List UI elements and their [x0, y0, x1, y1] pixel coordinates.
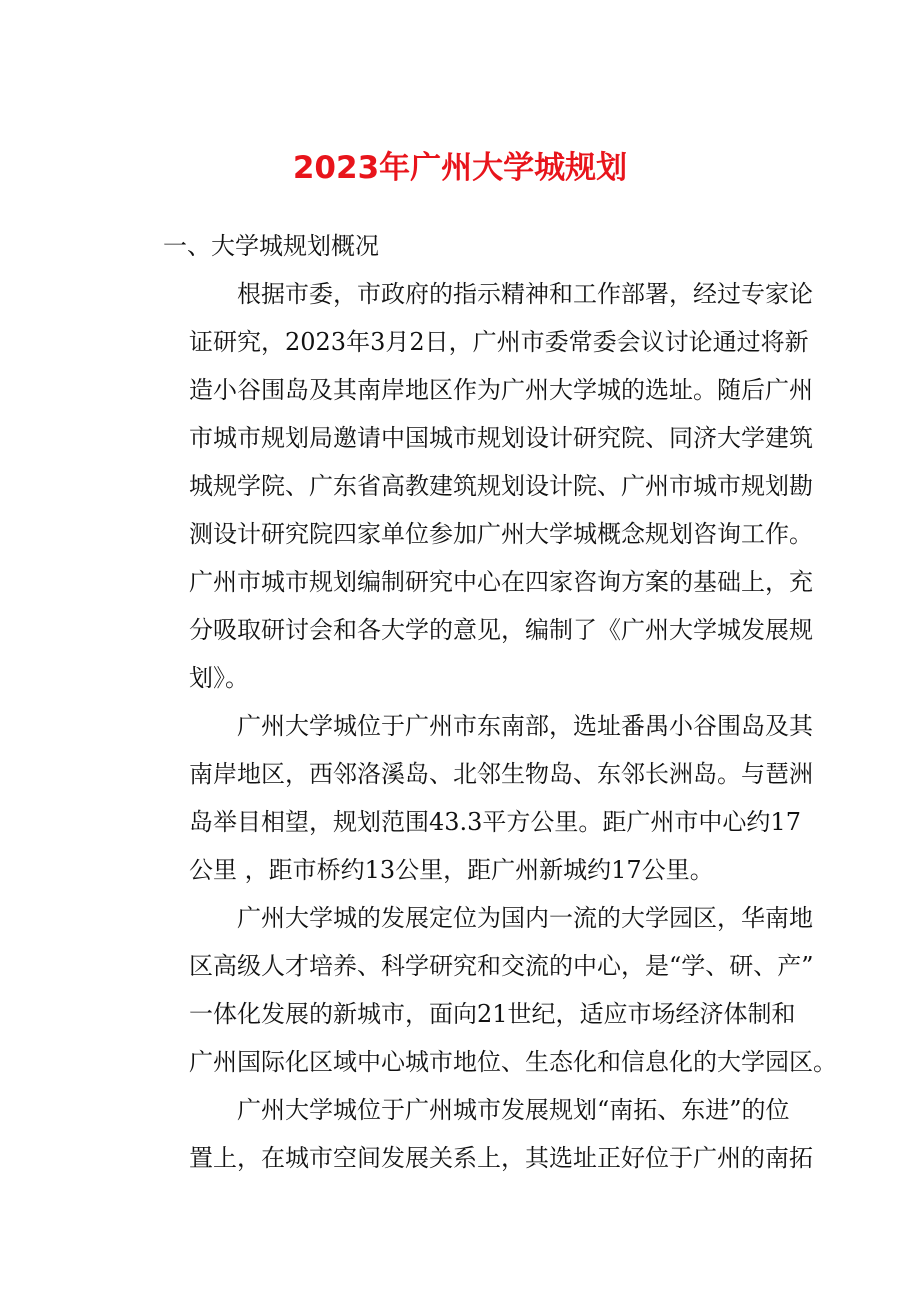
text-line: 一体化发展的新城市，面向21世纪，适应市场经济体制和 — [189, 1000, 796, 1028]
text-line: 分吸取研讨会和各大学的意见，编制了《广州大学城发展规 — [189, 616, 813, 644]
text-line: 岛举目相望，规划范围43.3平方公里。距广州市中心约17 — [189, 808, 801, 836]
paragraph-2 — [141, 702, 813, 894]
text-line: 测设计研究院四家单位参加广州大学城概念规划咨询工作。 — [189, 520, 813, 548]
section-heading: 一、大学城规划概况 — [163, 232, 379, 260]
text-line: 区高级人才培养、科学研究和交流的中心，是“学、研、产” — [189, 952, 814, 980]
text-line: 南岸地区，西邻洛溪岛、北邻生物岛、东邻长洲岛。与琶洲 — [189, 760, 813, 788]
paragraph-4 — [141, 1086, 813, 1182]
text-line: 造小谷围岛及其南岸地区作为广州大学城的选址。随后广州 — [189, 376, 813, 404]
paragraph-1 — [141, 270, 813, 702]
text-line: 城规学院、广东省高教建筑规划设计院、广州市城市规划勘 — [189, 472, 813, 500]
text-line: 广州大学城的发展定位为国内一流的大学园区，华南地 — [237, 904, 813, 932]
text-line: 市城市规划局邀请中国城市规划设计研究院、同济大学建筑 — [189, 424, 813, 452]
document-title: 2023年广州大学城规划 — [292, 150, 628, 186]
document-body — [141, 222, 837, 1182]
paragraph-3 — [141, 894, 837, 1086]
text-line: 置上，在城市空间发展关系上，其选址正好位于广州的南拓 — [189, 1144, 813, 1172]
text-line: 划》。 — [189, 664, 249, 692]
text-line: 公里 ，距市桥约13公里，距广州新城约17公里。 — [189, 856, 714, 884]
text-line: 证研究，2023年3月2日，广州市委常委会议讨论通过将新 — [189, 328, 809, 356]
text-line: 广州大学城位于广州城市发展规划“南拓、东进”的位 — [237, 1096, 790, 1124]
text-line: 广州市城市规划编制研究中心在四家咨询方案的基础上，充 — [189, 568, 813, 596]
text-line: 广州大学城位于广州市东南部，选址番禺小谷围岛及其 — [237, 712, 813, 740]
text-line: 根据市委，市政府的指示精神和工作部署，经过专家论 — [237, 280, 813, 308]
text-line: 广州国际化区域中心城市地位、生态化和信息化的大学园区。 — [189, 1048, 837, 1076]
